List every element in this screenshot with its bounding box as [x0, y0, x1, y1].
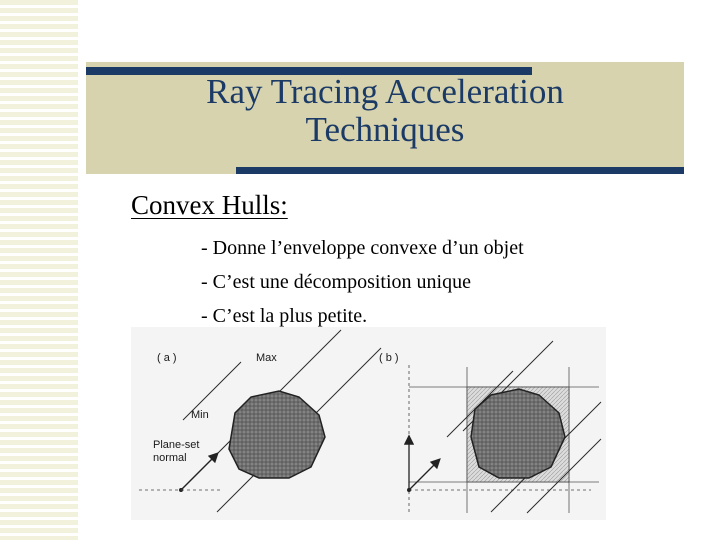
normal-label: normal — [153, 452, 187, 464]
min-label: Min — [191, 409, 209, 421]
section-heading: Convex Hulls: — [131, 190, 288, 220]
title-rule-bottom — [236, 167, 684, 174]
convex-hull-figure — [131, 327, 606, 520]
b-normal-origin-dot — [407, 488, 411, 492]
bullet-item: - C’est une décomposition unique — [201, 271, 471, 293]
panel-b-label: ( b ) — [379, 352, 399, 364]
decorative-stripes — [0, 0, 78, 540]
bullet-item: - Donne l’enveloppe convexe d’un objet — [201, 237, 524, 259]
slide-title — [86, 73, 684, 149]
max-label: Max — [256, 352, 277, 364]
slide-title-line-1: Ray Tracing Acceleration — [206, 72, 564, 111]
convex-hull-diagram — [131, 327, 606, 520]
slide-title-line-2: Techniques — [305, 110, 465, 149]
bullet-item: - C’est la plus petite. — [201, 305, 368, 327]
panel-a-label: ( a ) — [157, 352, 177, 364]
plane-set-label: Plane-set — [153, 439, 200, 451]
bullet-list — [201, 231, 524, 333]
